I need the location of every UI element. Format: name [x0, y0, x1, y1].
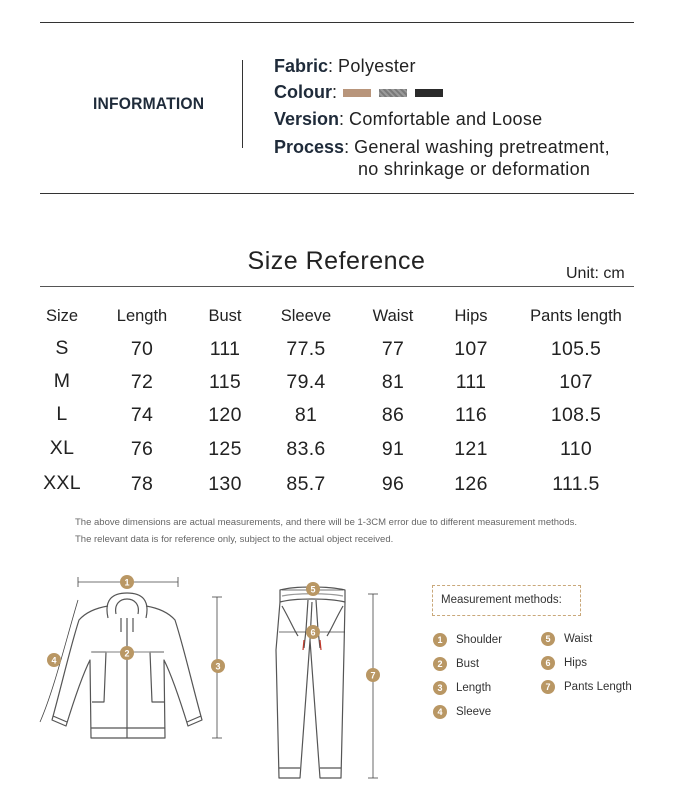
measurement-methods-title: Measurement methods: [441, 594, 562, 606]
table-cell: 107 [454, 338, 488, 360]
size-table-rule [40, 286, 634, 287]
pants-diagram [260, 574, 400, 794]
svg-text:3: 3 [215, 661, 221, 672]
table-cell: 77.5 [286, 338, 326, 360]
legend-badge: 7 [541, 680, 555, 694]
legend-badge: 6 [541, 656, 555, 670]
fabric-row: Fabric: Polyester [274, 56, 416, 76]
table-cell: 125 [208, 438, 242, 460]
table-cell: 111 [209, 338, 241, 360]
header-length: Length [116, 307, 168, 325]
table-cell: 120 [208, 404, 242, 426]
table-cell: 77 [381, 338, 405, 360]
table-cell: 111.5 [552, 473, 600, 495]
table-cell: 105.5 [550, 338, 602, 360]
legend-label: Pants Length [564, 681, 632, 693]
table-cell: 74 [130, 404, 154, 426]
legend-badge: 4 [433, 705, 447, 719]
version-row: Version: Comfortable and Loose [274, 109, 543, 129]
note-line-2: The relevant data is for reference only, subject to the actual object received. [75, 534, 394, 545]
header-size: Size [45, 307, 79, 325]
table-cell: 110 [560, 438, 592, 460]
svg-text:4: 4 [51, 655, 57, 666]
process-row: Process: General washing pretreatment, [274, 137, 610, 157]
info-divider [242, 60, 243, 148]
legend-item-pants-length [541, 680, 632, 694]
table-cell: L [56, 403, 68, 425]
header-pants-length: Pants length [530, 307, 622, 325]
diagram-marker-4 [47, 653, 61, 667]
legend-item-sleeve [433, 705, 491, 719]
process-value-line2: no shrinkage or deformation [358, 159, 591, 179]
diagram-marker-3 [211, 659, 225, 673]
header-hips: Hips [454, 307, 488, 325]
table-cell: 83.6 [286, 438, 326, 460]
header-waist: Waist [372, 307, 414, 325]
table-cell: 78 [130, 473, 154, 495]
table-cell: 108.5 [550, 404, 602, 426]
hoodie-diagram [20, 568, 250, 748]
table-cell: 72 [130, 371, 154, 393]
version-value: Comfortable and Loose [349, 109, 543, 129]
size-reference-title: Size Reference [247, 247, 426, 275]
note-line-1: The above dimensions are actual measurements, and there will be 1-3CM error due to different measurement methods. [75, 517, 577, 528]
table-cell: 85.7 [286, 473, 326, 495]
table-cell: 79.4 [286, 371, 326, 393]
top-rule [40, 22, 634, 23]
table-cell: 121 [454, 438, 488, 460]
legend-label: Sleeve [456, 706, 492, 718]
information-heading: INFORMATION [93, 94, 205, 113]
legend-badge: 1 [433, 633, 447, 647]
table-cell: 107 [559, 371, 593, 393]
svg-text:7: 7 [370, 670, 376, 681]
svg-text:1: 1 [124, 577, 130, 588]
process-label: Process [274, 137, 345, 157]
table-cell: S [55, 337, 69, 359]
legend-badge: 5 [541, 632, 555, 646]
colour-swatch-black [415, 89, 443, 97]
table-cell: 96 [381, 473, 405, 495]
legend-label: Bust [456, 658, 480, 670]
table-cell: 116 [455, 404, 487, 426]
header-bust: Bust [208, 307, 242, 325]
legend-label: Hips [564, 657, 588, 669]
table-cell: 76 [130, 438, 154, 460]
header-sleeve: Sleeve [280, 307, 332, 325]
legend-badge: 3 [433, 681, 447, 695]
unit-label: Unit: cm [566, 265, 625, 282]
colour-swatch-khaki [343, 89, 371, 97]
fabric-value: Polyester [338, 56, 416, 76]
legend-item-bust [433, 657, 479, 671]
table-cell: 111 [455, 371, 487, 393]
table-cell: 81 [381, 371, 405, 393]
svg-text:5: 5 [310, 584, 316, 595]
table-cell: 81 [294, 404, 318, 426]
legend-label: Shoulder [456, 634, 503, 646]
legend-item-shoulder [433, 633, 502, 647]
info-bottom-rule [40, 193, 634, 194]
diagram-marker-6 [306, 625, 320, 639]
table-cell: XL [49, 437, 75, 459]
table-cell: 115 [209, 371, 241, 393]
colour-label: Colour [274, 82, 332, 102]
table-cell: 70 [130, 338, 154, 360]
process-row-2 [358, 158, 590, 180]
table-cell: M [53, 370, 71, 392]
diagram-marker-2 [120, 646, 134, 660]
svg-text:2: 2 [124, 648, 130, 659]
fabric-label: Fabric [274, 56, 329, 76]
legend-item-waist [541, 632, 592, 646]
measurement-methods-box [432, 585, 581, 616]
table-cell: 130 [208, 473, 242, 495]
legend-item-hips [541, 656, 587, 670]
legend-badge: 2 [433, 657, 447, 671]
diagram-marker-5 [306, 582, 320, 596]
legend-item-length [433, 681, 491, 695]
version-label: Version [274, 109, 340, 129]
diagram-marker-1 [120, 575, 134, 589]
table-cell: 91 [381, 438, 405, 460]
legend-label: Waist [564, 633, 593, 645]
table-cell: XXL [43, 472, 81, 494]
svg-text:6: 6 [310, 627, 316, 638]
colour-row: Colour: [274, 81, 443, 103]
legend-label: Length [456, 682, 492, 694]
table-cell: 86 [381, 404, 405, 426]
process-value-line1: General washing pretreatment, [354, 137, 610, 157]
table-cell: 126 [454, 473, 488, 495]
diagram-marker-7 [366, 668, 380, 682]
colour-swatch-grey [379, 89, 407, 97]
